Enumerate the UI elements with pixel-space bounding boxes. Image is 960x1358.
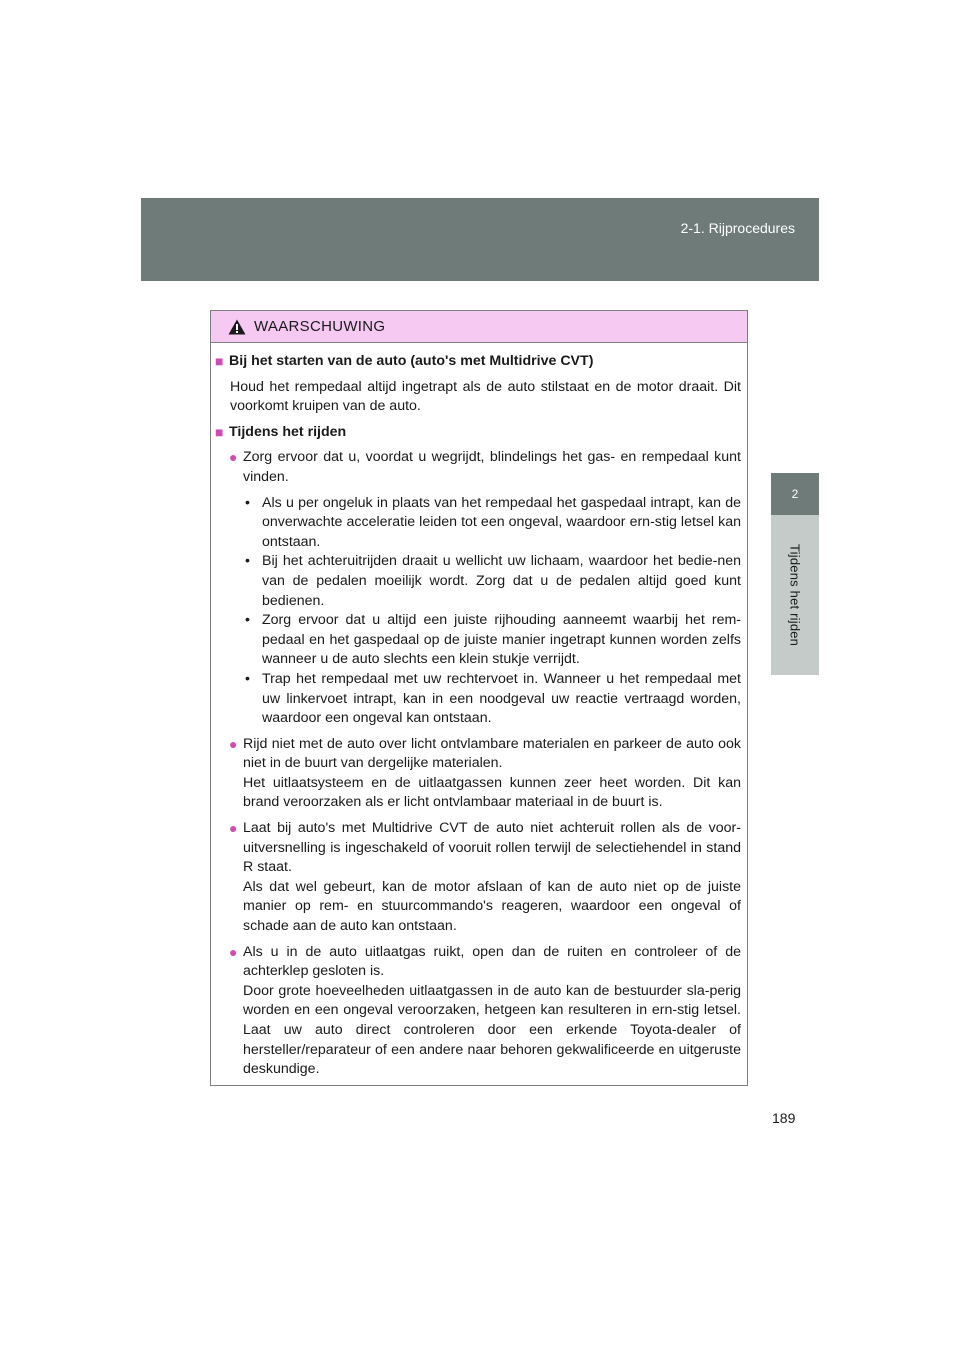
list-item-content [243, 448, 741, 728]
square-bullet-icon: ■ [215, 423, 224, 440]
circle-bullet-icon: ● [229, 943, 238, 960]
list-item-text: Zorg ervoor dat u, voordat u wegrijdt, blindelings het gas- en rempedaal kunt vinden. [243, 449, 741, 485]
list-item [229, 943, 741, 1080]
circle-bullet-icon: ● [229, 449, 238, 466]
page-number: 189 [772, 1110, 796, 1126]
list-item-line: Het uitlaatsysteem en de uitlaatgassen kunnen zeer heet worden. Dit kan brand veroorzaken als er licht ontvlambaar materiaal in de buurt is. [243, 774, 741, 811]
dot-bullet-icon: • [245, 553, 250, 570]
warning-box [210, 310, 748, 1086]
list-item-content [243, 943, 741, 1080]
sub-list-item [243, 611, 741, 670]
paragraph-text: Houd het rempedaal altijd ingetrapt als de auto stilstaat en de motor draait. Dit voorkomt kruipen van de auto. [230, 378, 741, 415]
sub-list-item [243, 494, 741, 553]
chapter-label: Tijdens het rijden [787, 543, 803, 647]
list-item-line: Als dat wel gebeurt, kan de motor afslaan of kan de auto niet op de juiste manier op rem- en stuurcommando's reageren, waardoor een ongeval of schade aan de auto kan ontstaan. [243, 878, 741, 935]
list-item [229, 819, 741, 937]
section-heading-text: Tijdens het rijden [229, 423, 347, 440]
circle-bullet-icon: ● [229, 735, 238, 752]
sub-list-item-text: Bij het achteruitrijden draait u wellicht uw lichaam, waardoor het bedie-nen van de pedalen moeilijk wordt. Zorg dat u de pedalen altijd goed kunt bedienen. [262, 553, 741, 609]
sub-list-item [243, 552, 741, 611]
warning-header [211, 311, 747, 343]
square-bullet-icon: ■ [215, 353, 224, 369]
warning-triangle-icon [228, 319, 246, 335]
dot-bullet-icon: • [245, 612, 250, 629]
sub-list-item-text: Als u per ongeluk in plaats van het rempedaal het gaspedaal intrapt, kan de onverwachte acceleratie leiden tot een ongeval, waardoor ern-stig letsel kan ontstaan. [262, 494, 741, 550]
chapter-rail [771, 515, 819, 675]
sub-list-item-text: Trap het rempedaal met uw rechtervoet in. Wanneer u het rempedaal met uw linkervoet intrapt, kan in een noodgeval uw reactie vertraagd worden, waardoor een ongeval kan ontstaan. [262, 670, 741, 727]
section-heading-text: Bij het starten van de auto (auto's met Multidrive CVT) [229, 353, 594, 369]
list-item-line: Laat bij auto's met Multidrive CVT de auto niet achteruit rollen als de voor-uitversnelling is ingeschakeld of vooruit rollen terwijl de selectiehendel in stand R staat. [243, 820, 741, 876]
section-title: 2-1. Rijprocedures [680, 220, 795, 236]
section-heading [215, 423, 741, 443]
list-item-line: Rijd niet met de auto over licht ontvlambare materialen en parkeer de auto ook niet in de buurt van dergelijke materialen. [243, 735, 741, 772]
warning-title: WAARSCHUWING [254, 318, 386, 335]
circle-bullet-icon: ● [229, 820, 238, 837]
header-bar [141, 198, 819, 281]
dot-bullet-icon: • [245, 670, 250, 687]
list-item [229, 735, 741, 813]
chapter-label-wrap [771, 515, 819, 675]
chapter-number-tab: 2 [771, 473, 819, 515]
sub-list-item-text: Zorg ervoor dat u altijd een juiste rijhouding aanneemt waarbij het rem-pedaal en het gaspedaal op de juiste manier ingetrapt kunnen worden zelfs wanneer u de auto slechts een klein stukje verrijdt. [262, 612, 741, 668]
warning-body [211, 343, 747, 1080]
sub-list [243, 494, 741, 729]
section-heading [215, 352, 741, 372]
dot-bullet-icon: • [245, 494, 250, 511]
list-item-content [243, 819, 741, 937]
sub-list-item [243, 670, 741, 729]
list-item-line: Als u in de auto uitlaatgas ruikt, open dan de ruiten en controleer of de achterklep gesloten is. [243, 943, 741, 980]
list-item-line: Door grote hoeveelheden uitlaatgassen in de auto kan de bestuurder sla-perig worden en een ongeval veroorzaken, hetgeen kan resulteren in ern-stig letsel. Laat uw auto direct controleren door een erkende Toyota-dealer of hersteller/reparateur of een andere naar behoren gekwalificeerde en uitgeruste deskundige. [243, 982, 741, 1078]
section-paragraph [230, 378, 741, 417]
list-item-content [243, 735, 741, 813]
list-item [229, 448, 741, 728]
